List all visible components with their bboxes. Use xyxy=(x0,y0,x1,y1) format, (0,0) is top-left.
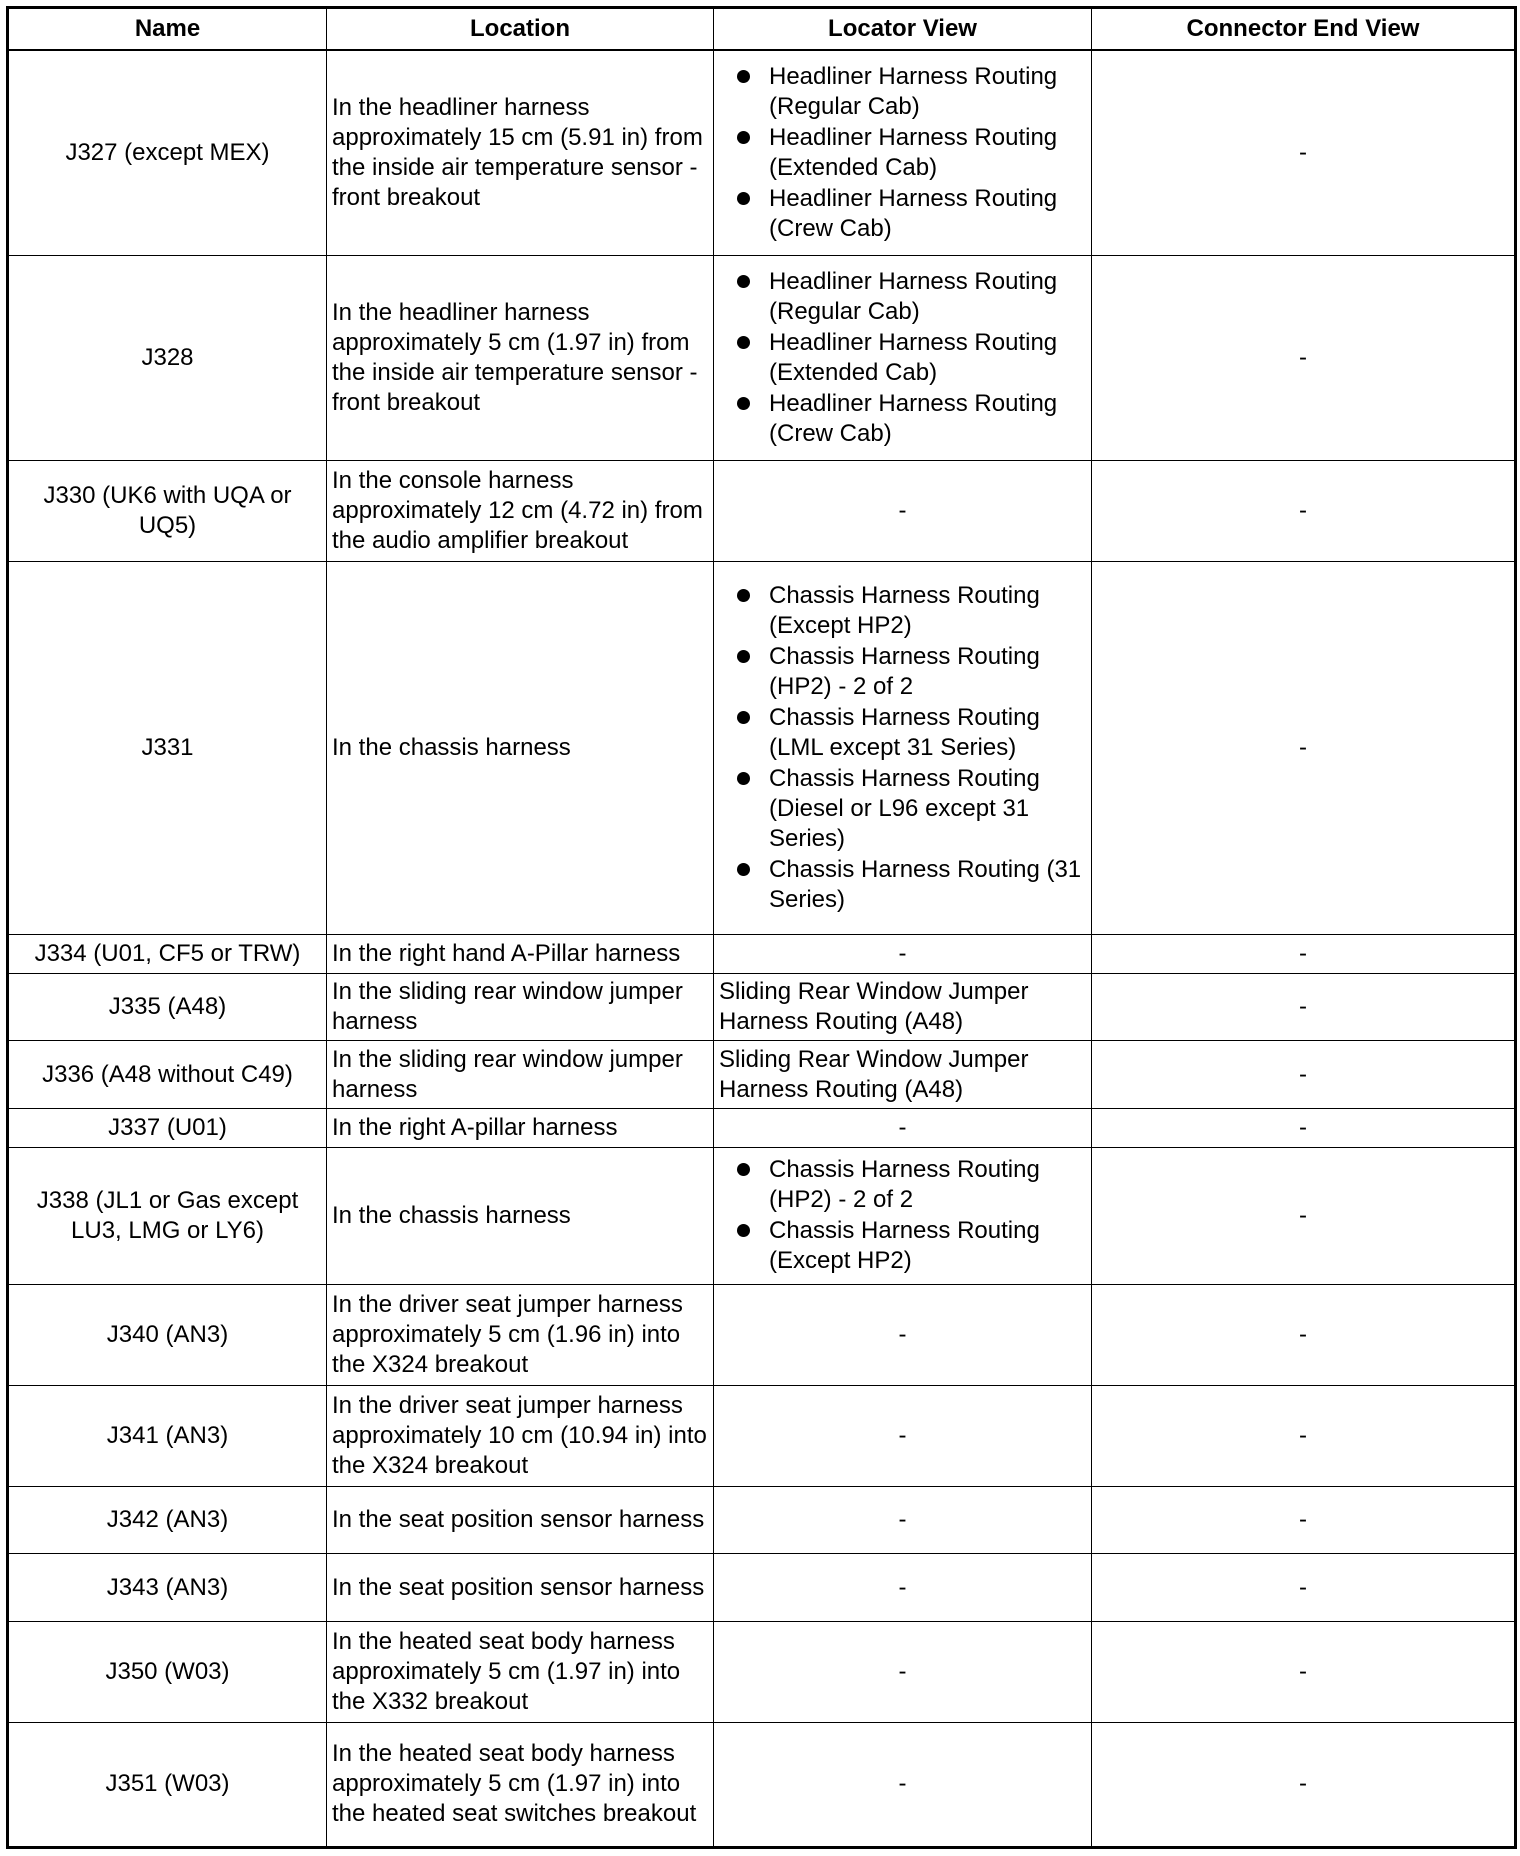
table-row xyxy=(8,256,1516,461)
list-item xyxy=(719,62,1086,122)
cell-name: J330 (UK6 with UQA or UQ5) xyxy=(8,460,327,561)
cell-location: In the console harness approximately 12 cm (4.72 in) from the audio amplifier breakout xyxy=(327,460,714,561)
cell-locator-view: Sliding Rear Window Jumper Harness Routing (A48) xyxy=(714,1041,1092,1109)
list-item xyxy=(719,1155,1086,1215)
bullet-icon xyxy=(737,131,750,144)
connector-table xyxy=(6,6,1517,1849)
bullet-icon xyxy=(737,397,750,410)
list-item xyxy=(719,267,1086,327)
cell-location: In the right hand A-Pillar harness xyxy=(327,935,714,974)
page xyxy=(6,6,1514,1849)
bullet-icon xyxy=(737,772,750,785)
cell-connector-end-view: - xyxy=(1092,460,1516,561)
locator-view-list xyxy=(719,1155,1086,1276)
cell-connector-end-view: - xyxy=(1092,256,1516,461)
cell-name: J335 (A48) xyxy=(8,973,327,1041)
list-item xyxy=(719,764,1086,854)
cell-name: J343 (AN3) xyxy=(8,1554,327,1622)
table-row xyxy=(8,561,1516,934)
cell-locator-view: - xyxy=(714,1109,1092,1148)
locator-view-text: Chassis Harness Routing (HP2) - 2 of 2 xyxy=(769,1156,1040,1214)
header-connector-end-view: Connector End View xyxy=(1092,8,1516,51)
table-row xyxy=(8,1722,1516,1847)
cell-name: J328 xyxy=(8,256,327,461)
cell-connector-end-view: - xyxy=(1092,561,1516,934)
cell-connector-end-view: - xyxy=(1092,1109,1516,1148)
cell-name: J341 (AN3) xyxy=(8,1385,327,1486)
cell-location: In the chassis harness xyxy=(327,1147,714,1284)
cell-name: J340 (AN3) xyxy=(8,1285,327,1386)
table-row xyxy=(8,1147,1516,1284)
locator-view-text: Chassis Harness Routing (LML except 31 Series) xyxy=(769,703,1040,761)
bullet-icon xyxy=(737,1224,750,1237)
cell-location: In the driver seat jumper harness approximately 10 cm (10.94 in) into the X324 breakout xyxy=(327,1385,714,1486)
table-row xyxy=(8,50,1516,256)
locator-view-text: Headliner Harness Routing (Extended Cab) xyxy=(769,124,1058,181)
table-row xyxy=(8,1109,1516,1148)
cell-name: J351 (W03) xyxy=(8,1722,327,1847)
table-row xyxy=(8,1621,1516,1722)
locator-view-text: Headliner Harness Routing (Crew Cab) xyxy=(769,389,1058,447)
cell-locator-view xyxy=(714,256,1092,461)
cell-locator-view: - xyxy=(714,1722,1092,1847)
header-row xyxy=(8,8,1516,51)
list-item xyxy=(719,581,1086,641)
table-row xyxy=(8,1486,1516,1554)
cell-locator-view: - xyxy=(714,460,1092,561)
cell-locator-view xyxy=(714,1147,1092,1284)
locator-view-text: Chassis Harness Routing (Except HP2) xyxy=(769,581,1040,639)
locator-view-text: Chassis Harness Routing (Except HP2) xyxy=(769,1217,1040,1275)
cell-connector-end-view: - xyxy=(1092,1621,1516,1722)
cell-locator-view: - xyxy=(714,1285,1092,1386)
cell-location: In the seat position sensor harness xyxy=(327,1486,714,1554)
table-row xyxy=(8,1554,1516,1622)
bullet-icon xyxy=(737,650,750,663)
cell-location: In the sliding rear window jumper harness xyxy=(327,1041,714,1109)
cell-connector-end-view: - xyxy=(1092,1147,1516,1284)
cell-connector-end-view: - xyxy=(1092,1486,1516,1554)
cell-connector-end-view: - xyxy=(1092,935,1516,974)
bullet-icon xyxy=(737,863,750,876)
cell-location: In the driver seat jumper harness approximately 5 cm (1.96 in) into the X324 breakout xyxy=(327,1285,714,1386)
locator-view-text: Headliner Harness Routing (Regular Cab) xyxy=(769,267,1058,325)
bullet-icon xyxy=(737,589,750,602)
bullet-icon xyxy=(737,336,750,349)
header-locator-view: Locator View xyxy=(714,8,1092,51)
locator-view-text: Chassis Harness Routing (HP2) - 2 of 2 xyxy=(769,642,1040,700)
cell-locator-view: - xyxy=(714,935,1092,974)
cell-name: J337 (U01) xyxy=(8,1109,327,1148)
table-row xyxy=(8,1041,1516,1109)
cell-name: J336 (A48 without C49) xyxy=(8,1041,327,1109)
cell-connector-end-view: - xyxy=(1092,1554,1516,1622)
cell-name: J334 (U01, CF5 or TRW) xyxy=(8,935,327,974)
locator-view-text: Chassis Harness Routing (31 Series) xyxy=(769,855,1082,913)
cell-locator-view xyxy=(714,561,1092,934)
cell-connector-end-view: - xyxy=(1092,1041,1516,1109)
cell-locator-view xyxy=(714,50,1092,256)
cell-location: In the chassis harness xyxy=(327,561,714,934)
header-name: Name xyxy=(8,8,327,51)
cell-locator-view: - xyxy=(714,1486,1092,1554)
cell-locator-view: Sliding Rear Window Jumper Harness Routing (A48) xyxy=(714,973,1092,1041)
cell-locator-view: - xyxy=(714,1554,1092,1622)
cell-name: J327 (except MEX) xyxy=(8,50,327,256)
table-row xyxy=(8,1385,1516,1486)
cell-location: In the seat position sensor harness xyxy=(327,1554,714,1622)
list-item xyxy=(719,328,1086,388)
cell-name: J331 xyxy=(8,561,327,934)
cell-location: In the headliner harness approximately 5 cm (1.97 in) from the inside air temperature sensor - front breakout xyxy=(327,256,714,461)
cell-location: In the heated seat body harness approximately 5 cm (1.97 in) into the heated seat switches breakout xyxy=(327,1722,714,1847)
cell-location: In the heated seat body harness approximately 5 cm (1.97 in) into the X332 breakout xyxy=(327,1621,714,1722)
cell-connector-end-view: - xyxy=(1092,1285,1516,1386)
bullet-icon xyxy=(737,1163,750,1176)
bullet-icon xyxy=(737,192,750,205)
list-item xyxy=(719,389,1086,449)
list-item xyxy=(719,642,1086,702)
cell-location: In the sliding rear window jumper harness xyxy=(327,973,714,1041)
locator-view-text: Headliner Harness Routing (Crew Cab) xyxy=(769,185,1058,242)
locator-view-list xyxy=(719,267,1086,449)
bullet-icon xyxy=(737,70,750,83)
cell-location: In the headliner harness approximately 15 cm (5.91 in) from the inside air temperature sensor - front breakout xyxy=(327,50,714,256)
table-body xyxy=(8,50,1516,1848)
locator-view-text: Headliner Harness Routing (Extended Cab) xyxy=(769,328,1058,386)
table-row xyxy=(8,460,1516,561)
locator-view-list xyxy=(719,581,1086,915)
table-row xyxy=(8,935,1516,974)
list-item xyxy=(719,855,1086,915)
cell-name: J342 (AN3) xyxy=(8,1486,327,1554)
list-item xyxy=(719,123,1086,183)
list-item xyxy=(719,184,1086,244)
table-row xyxy=(8,1285,1516,1386)
locator-view-text: Headliner Harness Routing (Regular Cab) xyxy=(769,63,1058,120)
locator-view-list xyxy=(719,62,1086,244)
cell-locator-view: - xyxy=(714,1385,1092,1486)
list-item xyxy=(719,1216,1086,1276)
cell-location: In the right A-pillar harness xyxy=(327,1109,714,1148)
list-item xyxy=(719,703,1086,763)
cell-connector-end-view: - xyxy=(1092,973,1516,1041)
bullet-icon xyxy=(737,275,750,288)
cell-name: J338 (JL1 or Gas except LU3, LMG or LY6) xyxy=(8,1147,327,1284)
cell-connector-end-view: - xyxy=(1092,50,1516,256)
cell-locator-view: - xyxy=(714,1621,1092,1722)
locator-view-text: Chassis Harness Routing (Diesel or L96 except 31 Series) xyxy=(769,764,1040,852)
bullet-icon xyxy=(737,711,750,724)
cell-connector-end-view: - xyxy=(1092,1722,1516,1847)
cell-connector-end-view: - xyxy=(1092,1385,1516,1486)
table-row xyxy=(8,973,1516,1041)
cell-name: J350 (W03) xyxy=(8,1621,327,1722)
header-location: Location xyxy=(327,8,714,51)
